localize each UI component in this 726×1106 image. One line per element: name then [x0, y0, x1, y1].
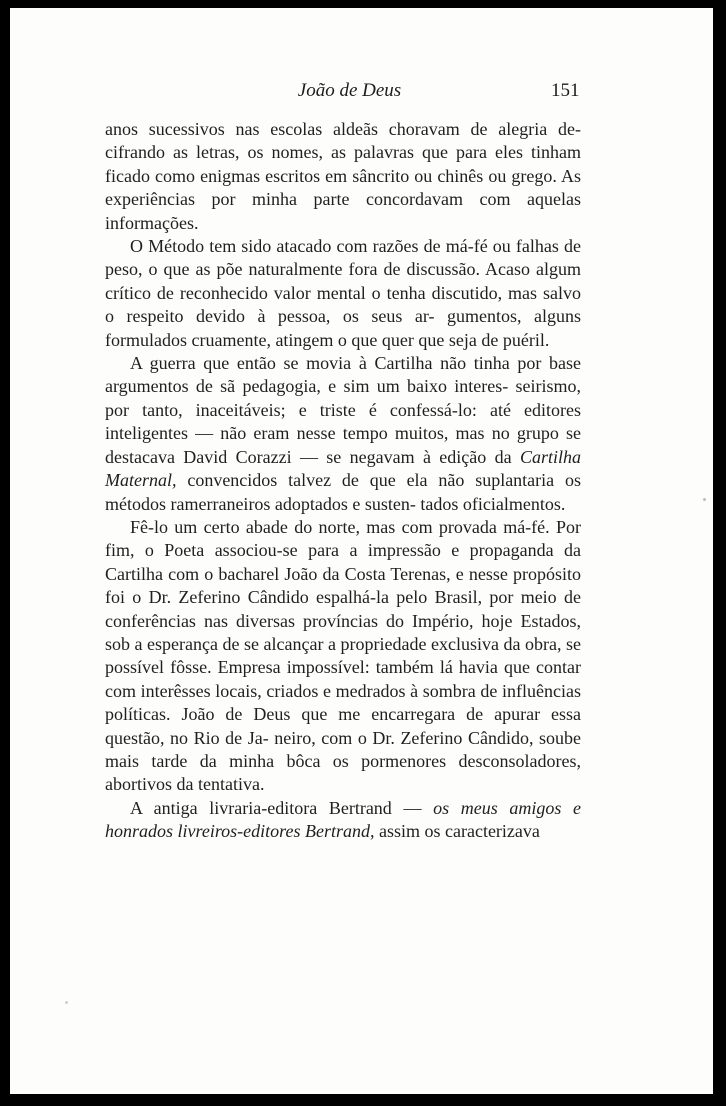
page-number: 151 — [551, 80, 580, 101]
paragraph — [105, 352, 581, 516]
text-line: discutido, mas salvo o respeito devido à pessoa, os seus ar- — [105, 282, 581, 327]
text-line: minha bôca os pormenores desconsoladores, abortivos da — [105, 750, 581, 795]
paragraph — [105, 797, 581, 844]
text-line: convencidos talvez de que ela não — [187, 470, 465, 491]
text-line: no grupo se destacava David Corazzi — se negavam à edição — [105, 423, 581, 467]
paper-speck — [703, 498, 706, 501]
paragraph — [105, 516, 581, 797]
text-line: anos sucessivos nas escolas aldeãs choravam de alegria de- — [105, 119, 581, 139]
italic-quote: os meus amigos e — [433, 797, 581, 818]
text-line: tados oficialmentos. — [420, 493, 566, 514]
running-title: João de Deus — [297, 80, 402, 101]
paragraph — [105, 235, 581, 352]
italic-quote: honrados livreiros-editores Bertrand, — [105, 821, 375, 842]
text-line: cifrando as letras, os nomes, as palavras que para eles tinham — [105, 142, 581, 163]
text-line: da Cartilha com o bacharel João da Costa Terenas, e nesse — [105, 540, 581, 584]
text-line: seirismo, por tanto, inaceitáveis; e triste é confessá-lo: até — [105, 376, 582, 420]
text-line: Fê-lo um certo abade do norte, mas com provada má-fé. — [130, 516, 550, 537]
text-line: gumentos, alguns formulados cruamente, atingem o que quer — [105, 306, 581, 350]
text-line: por meio de conferências nas diversas províncias do Império, — [105, 587, 581, 631]
book-title-italic: Cartilha Maternal, — [105, 446, 582, 491]
text-line: Por fim, o Poeta associou-se para a impressão e propaganda — [105, 516, 581, 561]
text-line: tentativa. — [197, 774, 265, 795]
text-line: As experiências por minha parte concordavam com aquelas — [105, 165, 581, 210]
text-line: falhas de peso, o que as põe naturalmente fora de discussão. — [105, 236, 581, 280]
text-line: ficado como enigmas escritos em sâncrito ou chinês ou grego. — [105, 165, 557, 186]
text-line: também lá havia que contar com interêsses locais, criados e — [105, 657, 581, 701]
text-line: assim os caracterizava — [378, 821, 540, 842]
text-line: neiro, com o Dr. Zeferino Cândido, soube mais tarde da — [105, 727, 582, 771]
text-line: informações. — [105, 212, 199, 233]
text-line: A antiga livraria-editora Bertrand — — [130, 797, 422, 818]
text-line: base argumentos de sã pedagogia, e sim um baixo interes- — [105, 353, 582, 397]
book-page — [10, 8, 713, 1094]
text-line: suplantaria os métodos ramerraneiros adoptados e susten- — [105, 470, 581, 514]
body-text — [105, 118, 581, 844]
text-line: hoje Estados, sob a esperança de se alcançar a propriedade — [105, 610, 581, 654]
text-line: Acaso algum crítico de reconhecido valor mental o tenha — [105, 259, 582, 303]
text-line: medrados à sombra de influências políticas. João de Deus — [105, 680, 582, 725]
text-line: exclusiva da obra, se possível fôsse. Empresa impossível: — [105, 633, 582, 678]
text-line: A guerra que então se movia à Cartilha não tinha por — [130, 353, 542, 374]
paragraph — [105, 118, 581, 235]
paper-speck — [65, 1001, 68, 1004]
text-line: O Método tem sido atacado com razões de má-fé ou — [130, 236, 511, 257]
text-line: propósito foi o Dr. Zeferino Cândido espalhá-la pelo Brasil, — [105, 563, 582, 608]
text-line: da — [494, 446, 512, 467]
text-line: que seja de puéril. — [418, 329, 550, 350]
text-line: editores inteligentes — não eram nesse tempo muitos, mas — [105, 399, 582, 444]
text-line: que me encarregara de apurar essa questão, no Rio de Ja- — [105, 704, 582, 748]
